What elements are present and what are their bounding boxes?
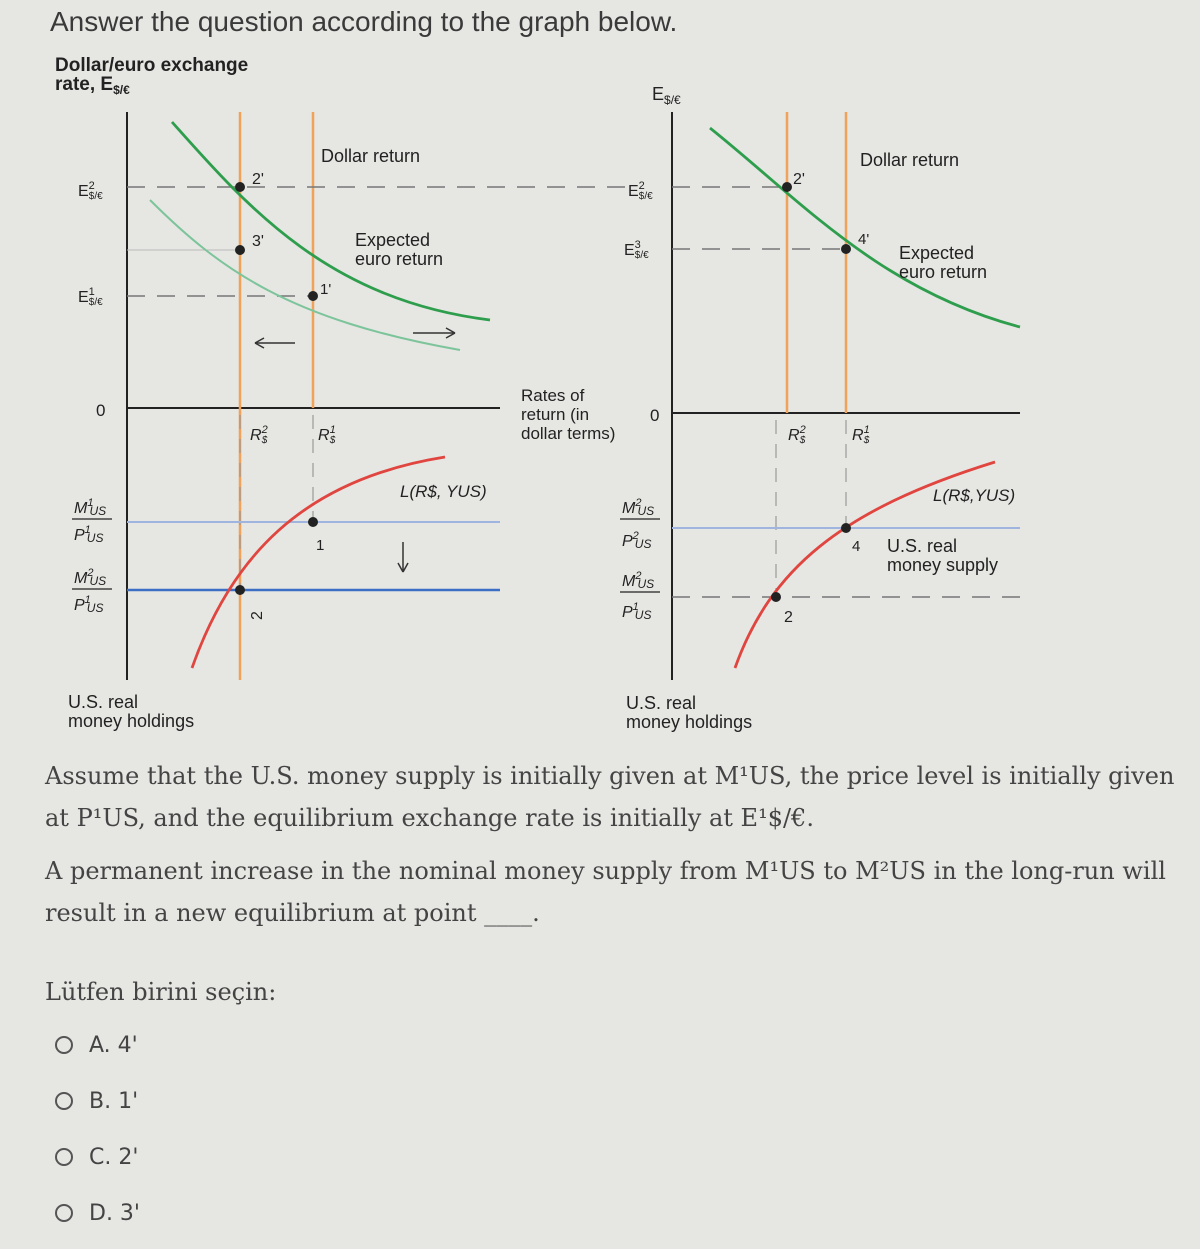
point-3prime	[235, 245, 245, 255]
m1-p1-label-left	[72, 497, 112, 545]
dollar-return-label-left: Dollar return	[321, 146, 421, 166]
point-4prime	[841, 244, 851, 254]
label-2-right: 2	[784, 609, 793, 626]
point-2prime-right	[782, 182, 792, 192]
r1-label-left: $R^1$ $	[318, 424, 336, 446]
option-c[interactable]	[55, 1137, 140, 1177]
label-4: 4	[852, 538, 861, 555]
dollar-return-label-right: Dollar return	[860, 150, 960, 170]
answer-options	[55, 1025, 140, 1249]
e3-label-right: $E^3$ $/€	[624, 239, 649, 261]
option-a[interactable]	[55, 1025, 140, 1065]
m2-p1-label-right	[620, 570, 660, 622]
real-money-holdings-right-1: U.S. real	[626, 693, 697, 713]
real-money-supply-label-2: money supply	[887, 555, 999, 575]
svg-text:M2US: $M^2$ US	[74, 567, 107, 588]
question-text: A permanent increase in the nominal money supply from M¹US to M²US in the long-run will result in a new equilibrium at point ____.	[45, 857, 1166, 927]
svg-text:P1US: $P^1$ US	[74, 524, 104, 545]
option-label: B. 1'	[89, 1088, 139, 1114]
e2-label-right: $E^2$ $/€	[628, 180, 653, 202]
e2-label-left: $E^2$ $/€	[78, 180, 103, 202]
liquidity-label-right: L(R$,YUS)	[933, 486, 1016, 505]
radio-button[interactable]	[55, 1036, 73, 1054]
option-b[interactable]	[55, 1081, 140, 1121]
svg-text:P1US: $P^1$ US	[74, 594, 104, 615]
point-2prime-left	[235, 182, 245, 192]
point-1	[308, 517, 318, 527]
point-1prime	[308, 291, 318, 301]
expected-euro-return-label-right-2: euro return	[899, 262, 988, 282]
real-money-holdings-right-2: money holdings	[626, 712, 753, 732]
point-4	[841, 523, 851, 533]
r2-label-right: $R^2$ $	[788, 424, 806, 446]
y-axis-label: Dollar/euro exchange	[55, 55, 249, 76]
point-2-right	[771, 592, 781, 602]
rates-label-3: dollar terms)	[521, 424, 616, 443]
expected-euro-return-label-left-1: Expected	[355, 230, 431, 250]
radio-button[interactable]	[55, 1148, 73, 1166]
option-label: D. 3'	[89, 1200, 140, 1226]
rates-label-1: Rates of	[521, 386, 585, 405]
label-2-left: 2	[249, 611, 266, 620]
y-axis-label-2: rate, $E_{\$/€}$	[55, 74, 130, 97]
expected-euro-return-label-left-2: euro return	[355, 249, 444, 269]
r1-label-right: $R^1$ $	[852, 424, 870, 446]
label-1: 1	[316, 537, 325, 554]
svg-text:P2US: $P^2$ US	[622, 530, 652, 551]
radio-button[interactable]	[55, 1092, 73, 1110]
label-4prime: 4'	[858, 231, 870, 248]
m2-p2-label-right	[620, 497, 660, 551]
option-label: C. 2'	[89, 1144, 139, 1170]
radio-button[interactable]	[55, 1204, 73, 1222]
point-2-left	[235, 585, 245, 595]
arrow-right	[413, 328, 455, 338]
real-money-holdings-left-2: money holdings	[68, 711, 195, 731]
real-money-supply-label-1: U.S. real	[887, 536, 958, 556]
real-money-holdings-left-1: U.S. real	[68, 692, 139, 712]
liquidity-label-left: L(R$, YUS)	[400, 482, 487, 501]
svg-text:P1US: $P^1$ US	[622, 601, 652, 622]
m2-p1-label-left	[72, 567, 112, 615]
left-zero-label: 0	[96, 401, 106, 420]
e1-label-left: $E^1$ $/€	[78, 286, 103, 308]
rates-label-2: return (in	[521, 405, 590, 424]
label-2prime-left: 2'	[252, 171, 264, 188]
label-2prime-right: 2'	[793, 171, 805, 188]
arrow-left	[255, 338, 295, 348]
assume-text: Assume that the U.S. money supply is initially given at M¹US, the price level is initially given at P¹US, and the equilibrium exchange rate is initially at E¹$/€.	[45, 762, 1175, 832]
svg-text:M1US: $M^1$ US	[74, 497, 107, 518]
expected-euro-return-label-right-1: Expected	[899, 243, 975, 263]
svg-text:M2US: $M^2$ US	[622, 497, 655, 518]
question-title: Answer the question according to the graph below.	[50, 6, 678, 37]
option-label: A. 4'	[89, 1032, 138, 1058]
label-1prime: 1'	[320, 281, 332, 298]
exchange-rate-diagram	[0, 40, 1200, 750]
option-d[interactable]	[55, 1193, 140, 1233]
e-axis-label-right: $E_{\$/€}$	[652, 84, 681, 107]
arrow-down-left	[398, 542, 408, 572]
label-3prime: 3'	[252, 233, 264, 250]
svg-text:M2US: $M^2$ US	[622, 570, 655, 591]
choose-label: Lütfen birini seçin:	[45, 978, 277, 1006]
r2-label-left: $R^2$ $	[250, 424, 268, 446]
right-zero-label: 0	[650, 406, 660, 425]
expected-euro-return-curve-initial	[150, 200, 460, 350]
